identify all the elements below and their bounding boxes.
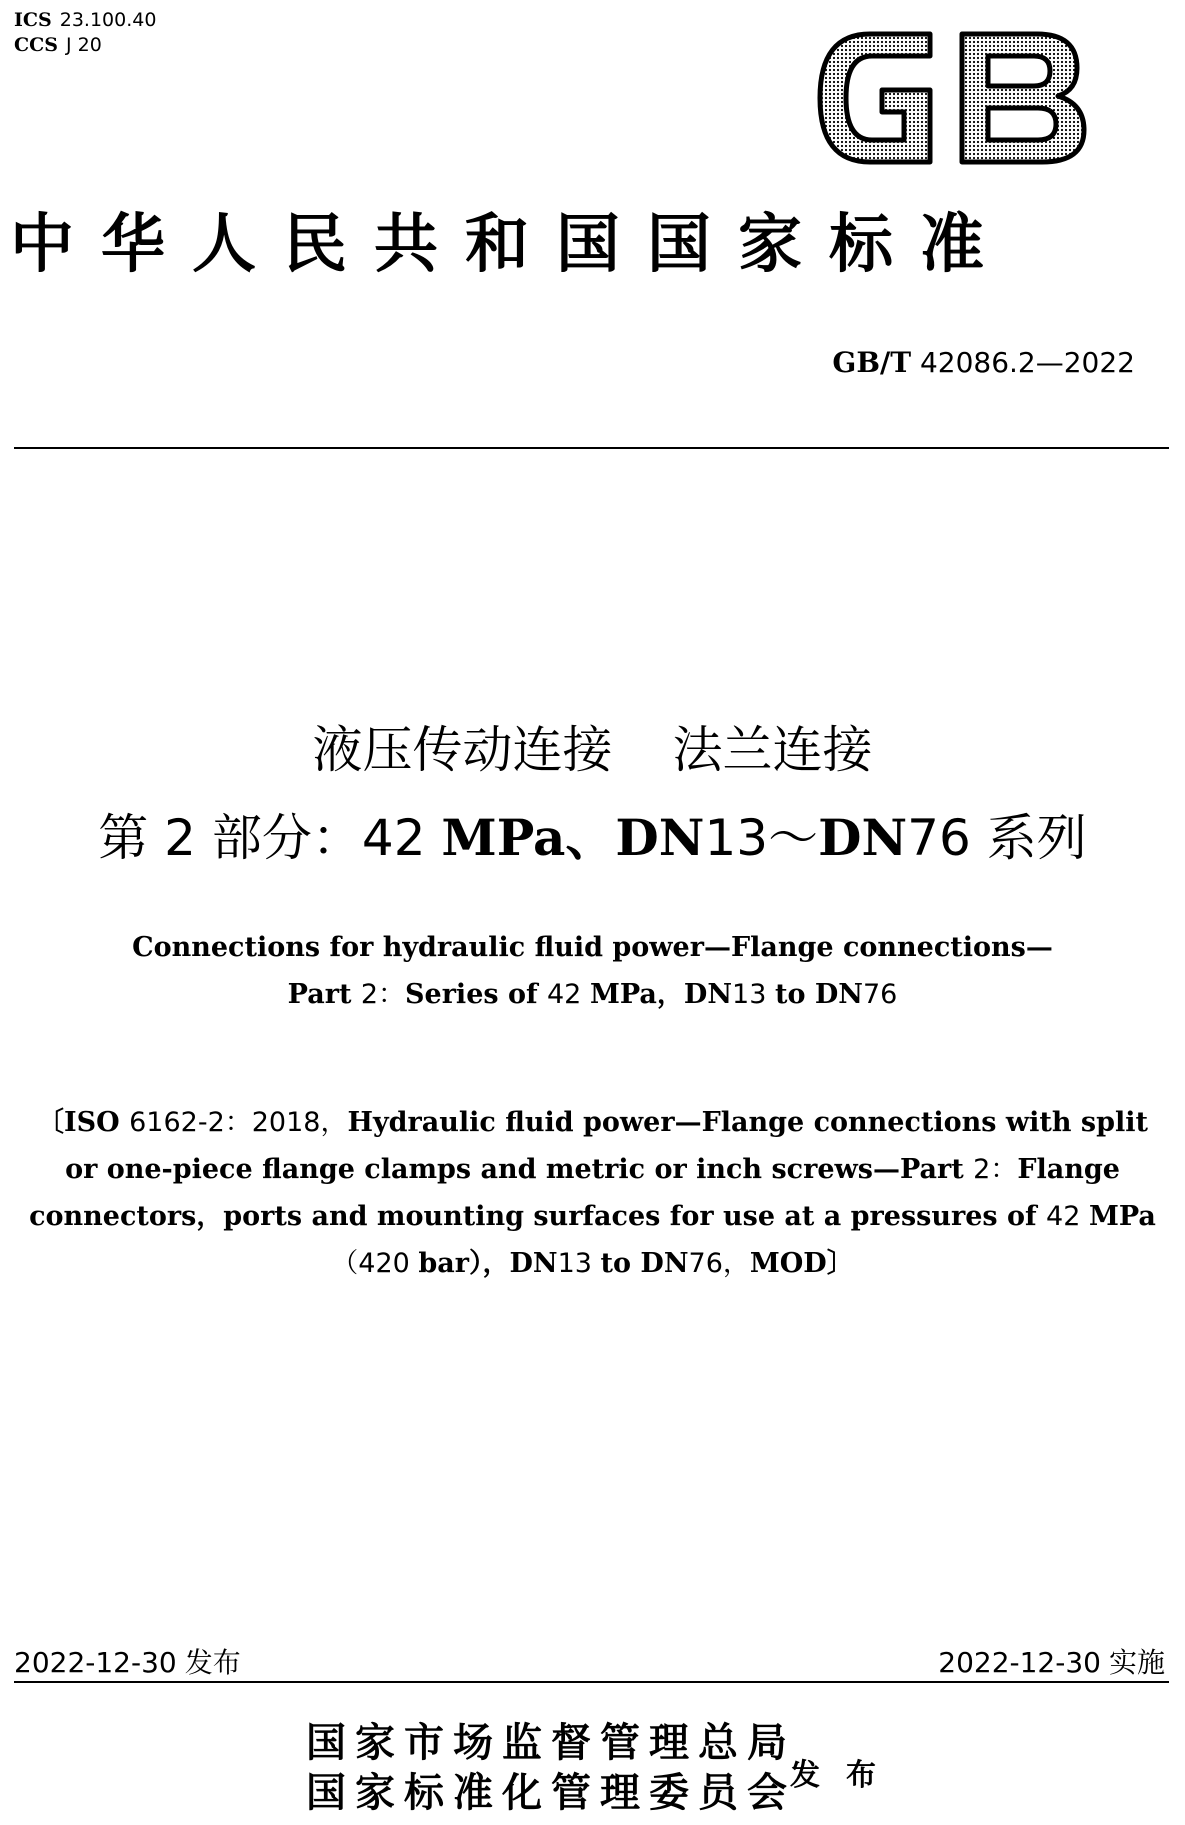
english-title-line-2: Part 2：Series of 42 MPa，DN13 to DN76 — [287, 979, 898, 1010]
bottom-divider — [14, 1681, 1169, 1683]
iso-reference-line-3: connectors，ports and mounting surfaces for use at a pressures of 42 MPa — [29, 1201, 1156, 1232]
ics-code: ICS 23.100.40 — [14, 9, 157, 31]
issuer-samr: 国家市场监督管理总局 — [306, 1720, 796, 1766]
chinese-title-line-1: 液压传动连接 法兰连接 — [312, 721, 873, 779]
top-divider — [14, 447, 1169, 449]
issuer-sac: 国家标准化管理委员会 — [306, 1770, 796, 1816]
ccs-code: CCS J 20 — [14, 34, 102, 56]
iso-reference-line-4: （420 bar），DN13 to DN76，MOD〕 — [331, 1248, 854, 1279]
state-standard-title: 中华人民共和国国家标准 — [10, 208, 1011, 282]
issuing-authorities — [306, 1718, 796, 1818]
english-title-line-1: Connections for hydraulic fluid power—Flange connections— — [132, 932, 1053, 963]
gb-logo — [812, 28, 1092, 168]
standard-number: GB/T 42086.2—2022 — [832, 346, 1135, 379]
chinese-title-line-2: 第 2 部分：42 MPa、DN13～DN76 系列 — [98, 808, 1087, 867]
iso-reference-line-1: 〔ISO 6162-2：2018，Hydraulic fluid power—Flange connections with split — [37, 1107, 1148, 1138]
publish-date: 2022-12-30 发布 — [14, 1646, 241, 1679]
issue-label: 发布 — [790, 1758, 902, 1793]
implementation-date: 2022-12-30 实施 — [938, 1646, 1165, 1679]
iso-reference-line-2: or one-piece flange clamps and metric or inch screws—Part 2：Flange — [65, 1154, 1120, 1185]
classification-codes — [14, 8, 156, 58]
